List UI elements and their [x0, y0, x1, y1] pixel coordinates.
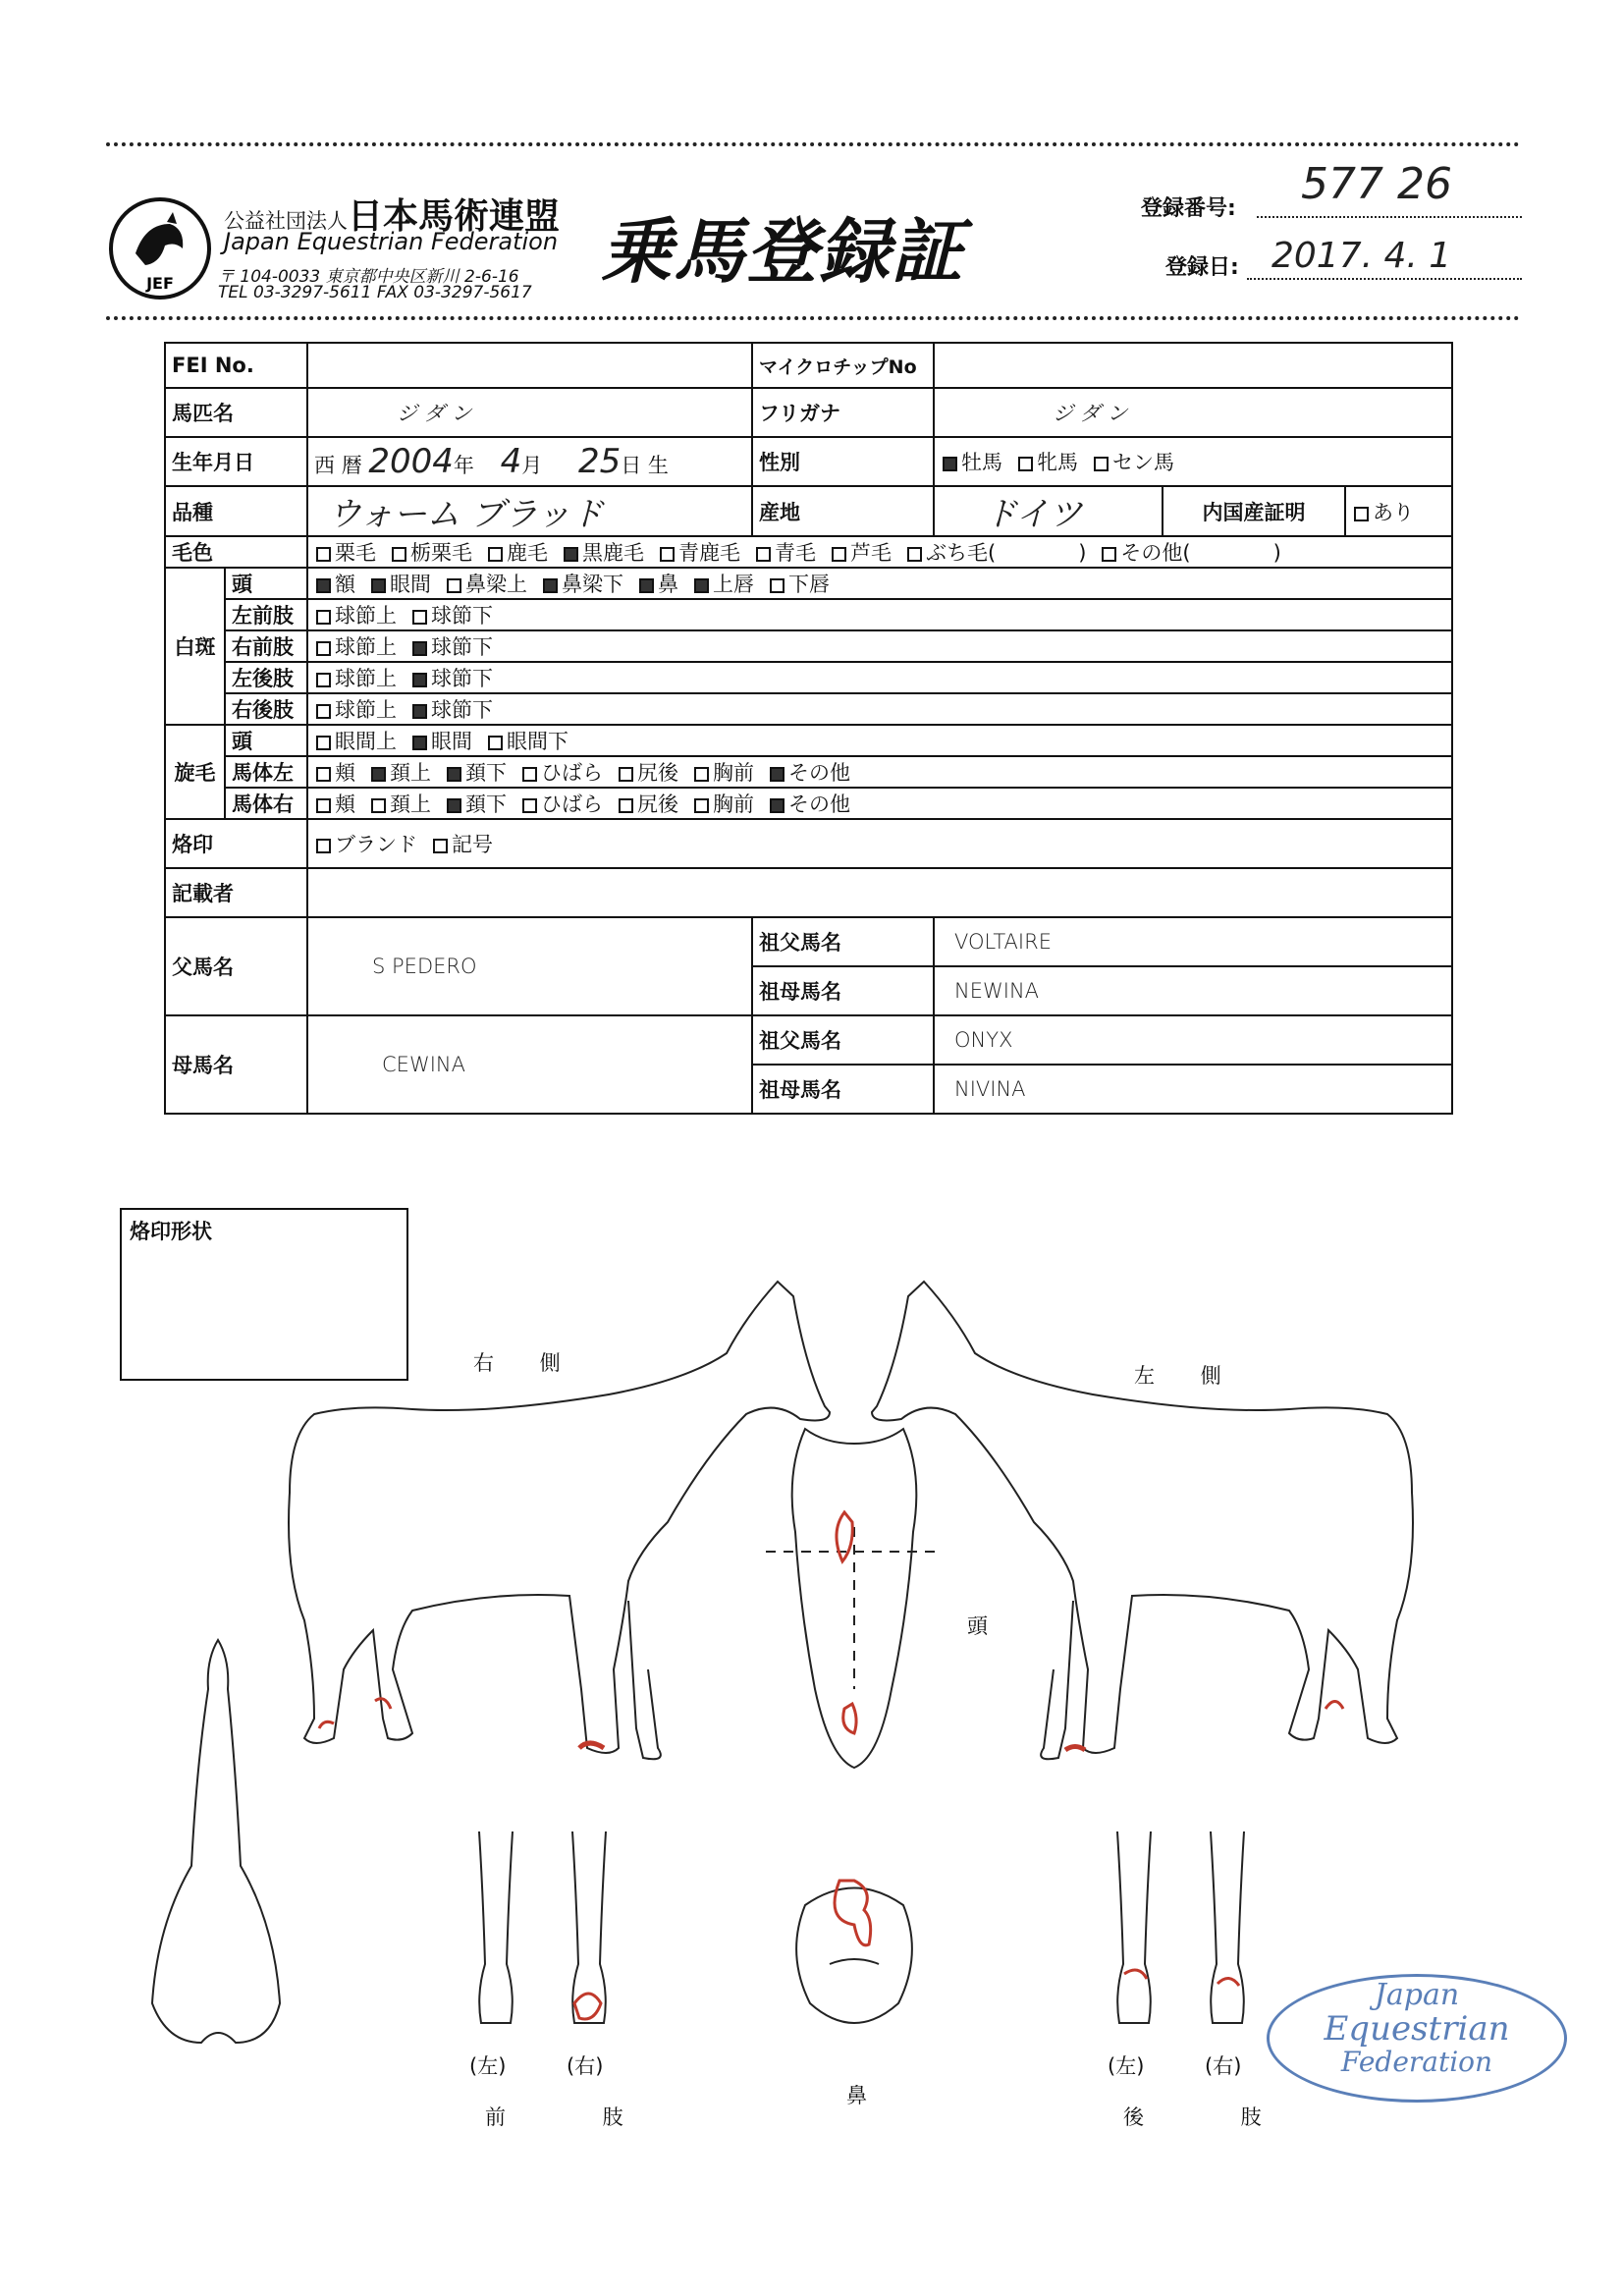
birth-month-unit: 月: [521, 454, 543, 477]
domestic-option-label-0: あり: [1373, 500, 1415, 524]
whorl-1-option-label-3: ひばら: [541, 761, 604, 785]
left-side-label: 左 側: [1134, 1364, 1241, 1388]
white-0-option-label-5: 上唇: [713, 573, 755, 596]
brand-option-label-0: ブランド: [335, 833, 418, 856]
hind-right-label: (右): [1205, 2054, 1242, 2078]
stamp-line-2: Equestrian: [1324, 2009, 1510, 2049]
color-option-label-8: その他(: [1120, 541, 1191, 565]
org-name: 日本馬術連盟: [348, 196, 561, 237]
color-option-label-2: 鹿毛: [507, 541, 549, 565]
white-0-option-label-1: 眼間: [390, 573, 432, 596]
white-0-option-label-4: 鼻: [658, 573, 679, 596]
color-option-label-5: 青毛: [775, 541, 817, 565]
white-part-2: 右前肢: [225, 630, 307, 662]
whorl-0-option-label-2: 眼間下: [507, 730, 569, 753]
whorl-2-option-label-3: ひばら: [541, 793, 604, 816]
right-side-horse-outline: [289, 1282, 830, 1759]
nose-outline: [796, 1888, 912, 2024]
white-part-0: 頭: [225, 568, 307, 599]
right-side-label: 右 側: [473, 1351, 580, 1375]
recorder-label: 記載者: [165, 868, 307, 917]
sire-dam-value: NEWINA: [934, 966, 1452, 1015]
whorl-1-option-label-0: 頬: [335, 761, 356, 785]
dam-label: 母馬名: [165, 1015, 307, 1114]
whorl-0-option-label-1: 眼間: [431, 730, 473, 753]
whorl-1-option-label-5: 胸前: [713, 761, 755, 785]
org-address: 〒 104-0033 東京都中央区新川 2-6-16: [218, 267, 519, 287]
stamp-line-3: Federation: [1340, 2046, 1493, 2078]
domestic-label: 内国産証明: [1163, 486, 1345, 536]
origin-label: 産地: [752, 486, 934, 536]
color-label: 毛色: [165, 536, 307, 568]
top-view-horse-outline: [152, 1640, 280, 2043]
whorl-1-option-label-1: 頚上: [390, 761, 432, 785]
whorl-part-1: 馬体左: [225, 756, 307, 788]
head-label: 頭: [967, 1614, 988, 1638]
color-option-label-4: 青鹿毛: [678, 541, 741, 565]
color-option-label-0: 栗毛: [335, 541, 377, 565]
whorl-2-option-label-5: 胸前: [713, 793, 755, 816]
fore-left-label: (左): [469, 2054, 507, 2078]
chip-label: マイクロチップNo: [752, 343, 934, 388]
sire-label: 父馬名: [165, 917, 307, 1015]
white-label: 白斑: [165, 568, 225, 725]
white-1-option-label-1: 球節下: [431, 604, 494, 628]
dam-sire-label: 祖父馬名: [752, 1015, 934, 1065]
fei-label: FEI No.: [165, 343, 307, 388]
white-4-option-label-0: 球節上: [335, 698, 398, 722]
whorl-label: 旋毛: [165, 725, 225, 819]
hind-left-label: (左): [1108, 2054, 1145, 2078]
nose-label: 鼻: [846, 2084, 867, 2107]
birth-year: 2004: [368, 442, 454, 481]
whorl-1-option-label-6: その他: [788, 761, 851, 785]
reg-date-value: 2017. 4. 1: [1271, 236, 1452, 276]
reg-no-value: 577 26: [1301, 159, 1452, 209]
whorl-0-option-label-0: 眼間上: [335, 730, 398, 753]
white-markings: [319, 1512, 1343, 2019]
breed-label: 品種: [165, 486, 307, 536]
white-2-option-label-1: 球節下: [431, 635, 494, 659]
document-title: 乗馬登録証: [601, 210, 965, 293]
white-part-3: 左後肢: [225, 662, 307, 693]
org-en: Japan Equestrian Federation: [224, 228, 559, 255]
color-option-label-3: 黒鹿毛: [582, 541, 645, 565]
white-part-1: 左前肢: [225, 599, 307, 630]
sire-sire-value: VOLTAIRE: [934, 917, 1452, 966]
whorl-part-0: 頭: [225, 725, 307, 756]
name-value: ジ ダ ン: [307, 388, 752, 437]
jef-stamp: [1267, 1974, 1567, 2103]
white-1-option-label-0: 球節上: [335, 604, 398, 628]
hind-legs-label: 後 肢: [1123, 2105, 1307, 2129]
white-0-option-label-2: 鼻梁上: [465, 573, 528, 596]
whorl-2-option-label-1: 頚上: [390, 793, 432, 816]
sex-option-label-1: 牝馬: [1037, 451, 1079, 474]
white-2-option-label-0: 球節上: [335, 635, 398, 659]
whorl-2-option-label-0: 頬: [335, 793, 356, 816]
birth-label: 生年月日: [165, 437, 307, 486]
hind-legs-outline: [1117, 1831, 1244, 2023]
front-head-outline: [766, 1429, 943, 1768]
whorl-part-2: 馬体右: [225, 788, 307, 819]
white-3-option-label-1: 球節下: [431, 667, 494, 690]
color-option-label-6: 芦毛: [850, 541, 893, 565]
brand-shape-label: 烙印形状: [130, 1220, 212, 1243]
whorl-1-option-label-4: 尻後: [637, 761, 679, 785]
fore-legs-label: 前 肢: [485, 2105, 669, 2129]
stamp-line-1: Japan: [1374, 1978, 1460, 2012]
name-label: 馬匹名: [165, 388, 307, 437]
fore-right-label: (右): [567, 2054, 604, 2078]
origin-value: ドイツ: [934, 486, 1163, 536]
white-0-option-label-6: 下唇: [788, 573, 831, 596]
dam-dam-label: 祖母馬名: [752, 1065, 934, 1114]
furigana-value: ジ ダ ン: [934, 388, 1452, 437]
sire-dam-label: 祖母馬名: [752, 966, 934, 1015]
brand-label: 烙印: [165, 819, 307, 868]
reg-date-label: 登録日:: [1165, 255, 1239, 280]
whorl-1-option-label-2: 頚下: [465, 761, 508, 785]
birth-day-unit: 日 生: [621, 454, 669, 477]
white-part-4: 右後肢: [225, 693, 307, 725]
whorl-2-option-label-6: その他: [788, 793, 851, 816]
sex-option-label-2: セン馬: [1112, 451, 1175, 474]
dam-sire-value: ONYX: [934, 1015, 1452, 1065]
sire-sire-label: 祖父馬名: [752, 917, 934, 966]
sire-value: S PEDERO: [307, 917, 752, 1015]
birth-era: 西 暦: [314, 454, 362, 477]
whorl-2-option-label-4: 尻後: [637, 793, 679, 816]
sex-option-label-0: 牡馬: [961, 451, 1003, 474]
birth-day: 25: [577, 442, 622, 481]
org-tel: TEL 03-3297-5611 FAX 03-3297-5617: [218, 283, 532, 302]
org-prefix: 公益社団法人: [224, 209, 348, 233]
dam-value: CEWINA: [307, 1015, 752, 1114]
color-close-8: ): [1272, 541, 1281, 565]
whorl-2-option-label-2: 頚下: [465, 793, 508, 816]
white-0-option-label-0: 額: [335, 573, 356, 596]
brand-option-label-1: 記号: [452, 833, 494, 856]
birth-year-unit: 年: [453, 454, 474, 477]
color-option-label-7: ぶち毛(: [926, 541, 997, 565]
reg-no-label: 登録番号:: [1141, 196, 1236, 221]
white-3-option-label-0: 球節上: [335, 667, 398, 690]
breed-value: ウォーム ブラッド: [307, 486, 752, 536]
sex-label: 性別: [752, 437, 934, 486]
birth-month: 4: [500, 442, 522, 481]
white-4-option-label-1: 球節下: [431, 698, 494, 722]
dam-dam-value: NIVINA: [934, 1065, 1452, 1114]
color-close-7: ): [1078, 541, 1087, 565]
left-side-horse-outline: [872, 1282, 1413, 1759]
furigana-label: フリガナ: [752, 388, 934, 437]
color-option-label-1: 栃栗毛: [410, 541, 473, 565]
logo-text: JEF: [146, 274, 174, 293]
white-0-option-label-3: 鼻梁下: [562, 573, 624, 596]
